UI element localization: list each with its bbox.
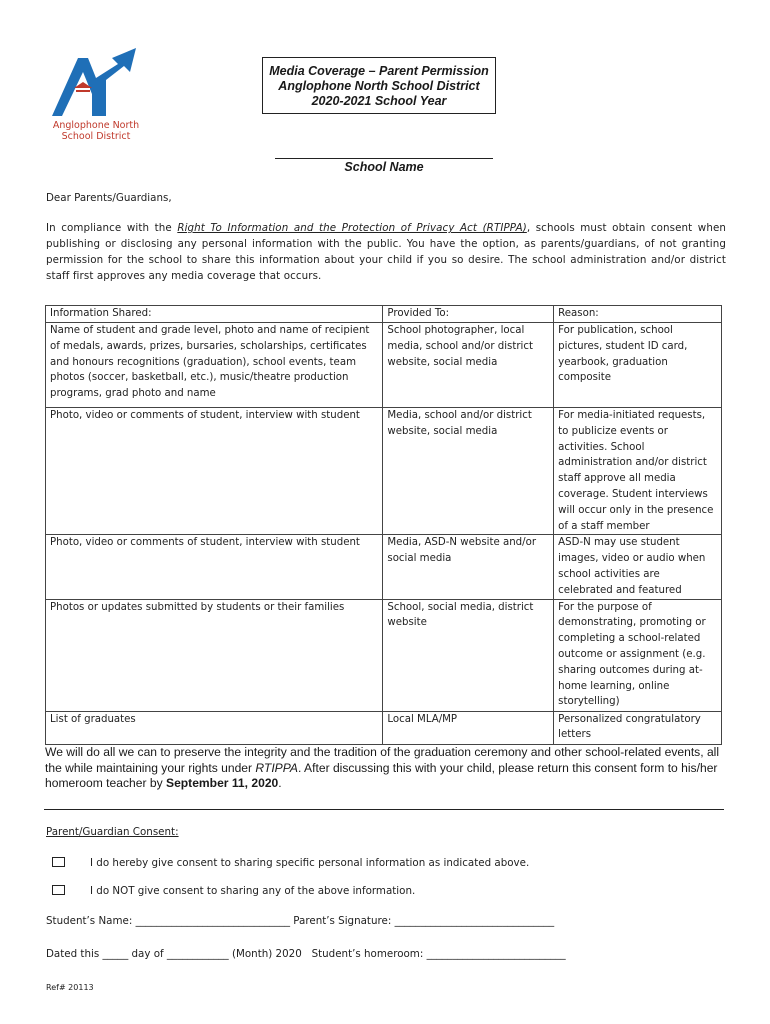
- table-cell: Name of student and grade level, photo and name of recipient of medals, awards, prizes, bursaries, scholarships, certificates and honours recognitions (graduation), school events, team photos (soccer, basketball, etc.), music/theatre production programs, grad photo and name: [46, 323, 383, 408]
- table-cell: Photos or updates submitted by students or their families: [46, 599, 383, 711]
- district-logo: [40, 44, 150, 144]
- district-name: Anglophone North School District: [278, 79, 480, 93]
- intro-before: In compliance with the: [46, 222, 178, 234]
- table-row: [46, 408, 722, 535]
- consent-yes-checkbox[interactable]: [52, 857, 65, 867]
- table-cell: Media, school and/or district website, social media: [383, 408, 554, 535]
- consent-no-label: I do NOT give consent to sharing any of the above information.: [90, 885, 416, 897]
- consent-yes-label: I do hereby give consent to sharing specific personal information as indicated above.: [90, 857, 530, 869]
- table-cell: Personalized congratulatory letters: [554, 711, 722, 744]
- table-row: [46, 711, 722, 744]
- table-cell: For publication, school pictures, student ID card, yearbook, graduation composite: [554, 323, 722, 408]
- reference-number: Ref# 20113: [46, 983, 94, 992]
- logo-line-1: Anglophone North: [52, 120, 140, 131]
- table-cell: Local MLA/MP: [383, 711, 554, 744]
- form-title-box: [262, 57, 496, 114]
- school-name-blank[interactable]: [275, 158, 493, 159]
- closing-act: RTIPPA: [255, 760, 298, 775]
- table-cell: Photo, video or comments of student, interview with student: [46, 408, 383, 535]
- section-divider: [44, 809, 724, 810]
- closing-text-3: .: [278, 776, 282, 790]
- closing-text-2: . After discussing this with your child, please return this consent form to his/her homeroom teacher by: [45, 760, 718, 790]
- table-row: [46, 535, 722, 599]
- return-date: September 11, 2020: [166, 776, 279, 790]
- table-row: [46, 323, 722, 408]
- table-cell: ASD-N may use student images, video or audio when school activities are celebrated and featured: [554, 535, 722, 599]
- table-row: [46, 599, 722, 711]
- date-homeroom-line[interactable]: Dated this _____ day of ____________ (Month) 2020 Student’s homeroom: ___________________________: [46, 948, 566, 960]
- table-cell: For media-initiated requests, to publicize events or activities. School administration and/or district staff approve all media coverage. Student interviews will occur only in the presence of a staff member: [554, 408, 722, 535]
- table-cell: School photographer, local media, school and/or district website, social media: [383, 323, 554, 408]
- form-title: Media Coverage – Parent Permission: [269, 64, 489, 78]
- district-logo-mark: [40, 44, 150, 124]
- table-cell: School, social media, district website: [383, 599, 554, 711]
- name-signature-line[interactable]: Student’s Name: ______________________________ Parent’s Signature: _______________________________: [46, 915, 555, 927]
- closing-paragraph: [45, 745, 725, 792]
- table-cell: Photo, video or comments of student, interview with student: [46, 535, 383, 599]
- information-table: [45, 305, 722, 745]
- header-provided-to: Provided To:: [383, 306, 554, 323]
- logo-line-2: School District: [61, 131, 131, 142]
- intro-after: , schools must obtain consent when publishing or disclosing any personal information with the public. You have the option, as parents/guardians, of not granting permission for the school to share this information about your child if you so desire. The school administration and/or district staff first approves any media coverage that occurs.: [46, 222, 727, 282]
- intro-paragraph: [46, 220, 726, 284]
- header-information-shared: Information Shared:: [46, 306, 383, 323]
- table-header-row: [46, 306, 722, 323]
- table-cell: Media, ASD-N website and/or social media: [383, 535, 554, 599]
- school-name-label: School Name: [344, 160, 424, 174]
- consent-title: Parent/Guardian Consent:: [46, 826, 179, 838]
- header-reason: Reason:: [554, 306, 722, 323]
- act-name: Right To Information and the Protection of Privacy Act (RTIPPA): [177, 222, 527, 234]
- school-year: 2020-2021 School Year: [311, 94, 447, 108]
- logo-text: [46, 120, 146, 142]
- consent-no-checkbox[interactable]: [52, 885, 65, 895]
- table-cell: For the purpose of demonstrating, promoting or completing a school-related outcome or assignment (e.g. sharing outcomes during at-home learning, online storytelling): [554, 599, 722, 711]
- table-cell: List of graduates: [46, 711, 383, 744]
- closing-text-1: We will do all we can to preserve the integrity and the tradition of the graduation ceremony and other school-related events, all the while maintaining your rights under: [45, 745, 720, 775]
- greeting: Dear Parents/Guardians,: [46, 192, 172, 204]
